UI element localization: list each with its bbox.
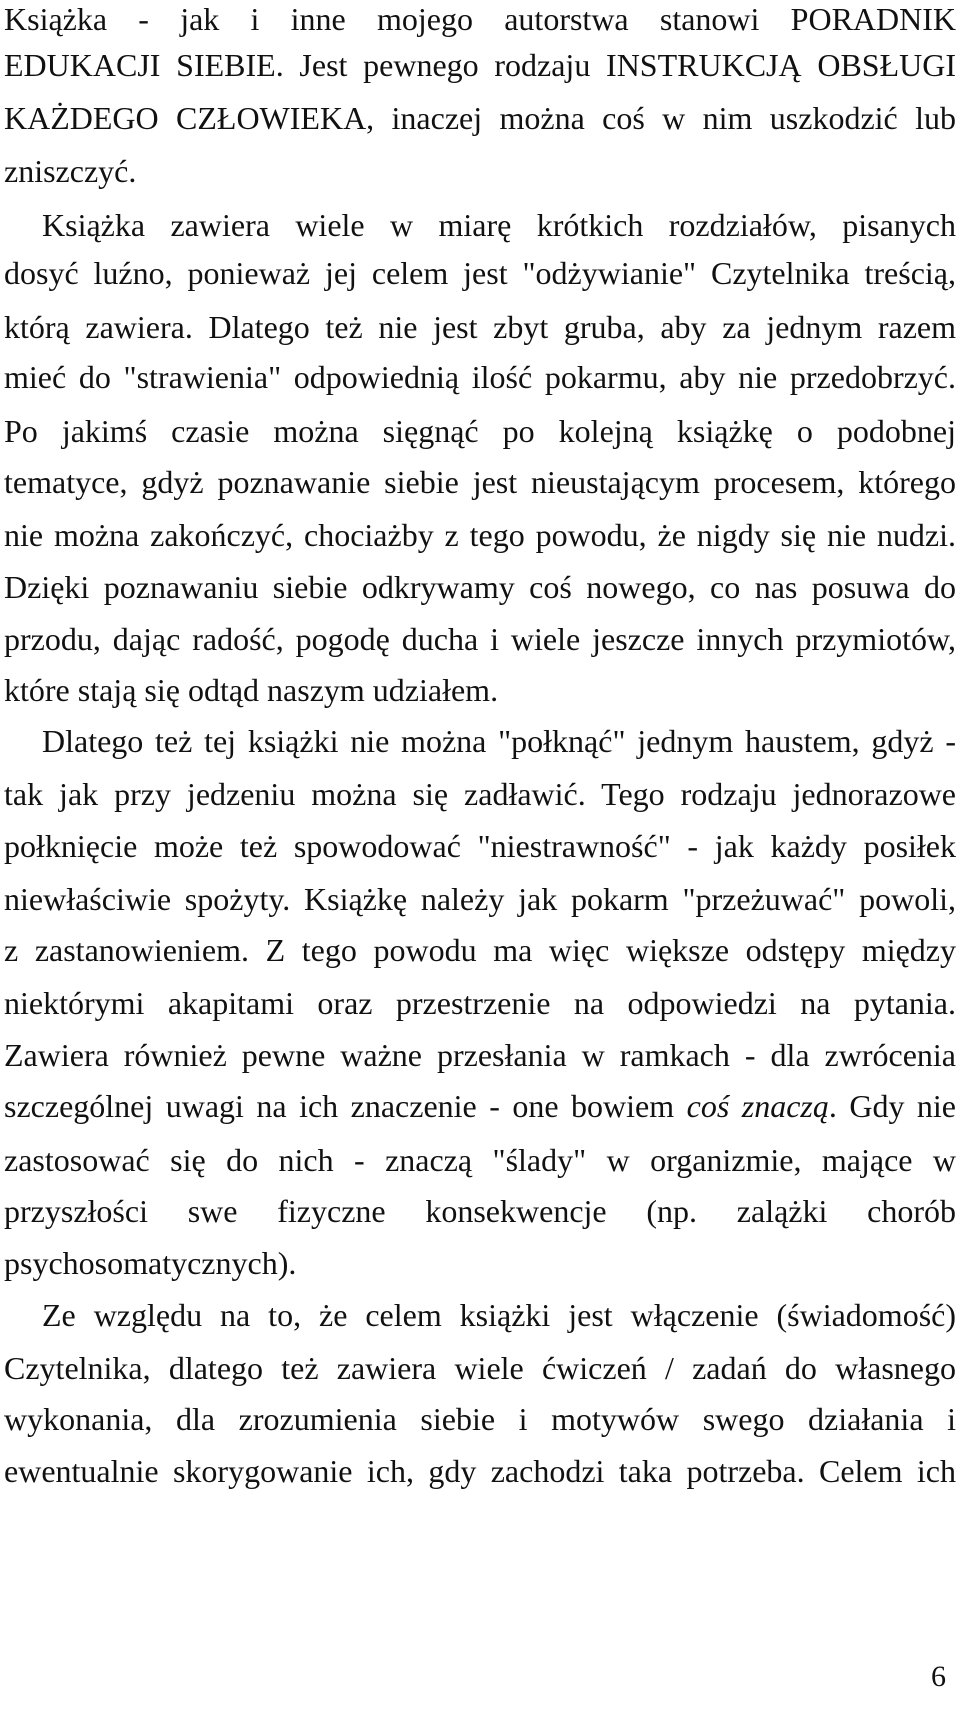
text-line: tak jak przy jedzeniu można się zadławić. Tego rodzaju jednorazowe [4, 776, 956, 812]
text-line: przyszłości swe fizyczne konsekwencje (np. zalążki chorób [4, 1193, 956, 1229]
text-line: Po jakimś czasie można sięgnąć po kolejną książkę o podobnej [4, 413, 956, 449]
text-line: Książka - jak i inne mojego autorstwa stanowi PORADNIK [4, 1, 956, 37]
text-line: psychosomatycznych). [4, 1245, 297, 1281]
text-line: ewentualnie skorygowanie ich, gdy zachodzi taka potrzeba. Celem ich [4, 1453, 956, 1489]
text-line: niewłaściwie spożyty. Książkę należy jak pokarm "przeżuwać" powoli, [4, 881, 956, 917]
text-line: wykonania, dla zrozumienia siebie i motywów swego działania i [4, 1401, 956, 1437]
text-line: dosyć luźno, ponieważ jej celem jest "odżywianie" Czytelnika treścią, [4, 255, 956, 291]
text-line: KAŻDEGO CZŁOWIEKA, inaczej można coś w nim uszkodzić lub [4, 100, 956, 136]
text-line: mieć do "strawienia" odpowiednią ilość pokarmu, aby nie przedobrzyć. [4, 359, 956, 395]
text-line: zastosować się do nich - znaczą "ślady" w organizmie, mające w [4, 1142, 956, 1178]
emphasized-text: coś znaczą [686, 1088, 829, 1124]
text-line: Czytelnika, dlatego też zawiera wiele ćwiczeń / zadań do własnego [4, 1350, 956, 1386]
text-line: z zastanowieniem. Z tego powodu ma więc większe odstępy między [4, 932, 956, 968]
text-line: połknięcie może też spowodować "niestrawność" - jak każdy posiłek [4, 828, 956, 864]
text-line: Dlatego też tej książki nie można "połknąć" jednym haustem, gdyż - [42, 723, 956, 759]
text-line: EDUKACJI SIEBIE. Jest pewnego rodzaju INSTRUKCJĄ OBSŁUGI [4, 47, 956, 83]
text-line: przodu, dając radość, pogodę ducha i wiele jeszcze innych przymiotów, [4, 621, 956, 657]
text-line: Ze względu na to, że celem książki jest włączenie (świadomość) [42, 1297, 956, 1333]
text-line: tematyce, gdyż poznawanie siebie jest nieustającym procesem, którego [4, 464, 956, 500]
text-run: szczególnej uwagi na ich znaczenie - one bowiem [4, 1088, 687, 1124]
text-line: Książka zawiera wiele w miarę krótkich rozdziałów, pisanych [42, 207, 956, 243]
text-line-with-emphasis [4, 1087, 956, 1125]
page-number: 6 [931, 1660, 946, 1693]
text-line: Zawiera również pewne ważne przesłania w ramkach - dla zwrócenia [4, 1037, 956, 1073]
text-line: Dzięki poznawaniu siebie odkrywamy coś nowego, co nas posuwa do [4, 569, 956, 605]
text-line: którą zawiera. Dlatego też nie jest zbyt gruba, aby za jednym razem [4, 309, 956, 345]
text-run: . Gdy nie [828, 1088, 956, 1124]
text-line: zniszczyć. [4, 153, 137, 189]
text-line: nie można zakończyć, chociażby z tego powodu, że nigdy się nie nudzi. [4, 517, 956, 553]
text-line: które stają się odtąd naszym udziałem. [4, 672, 499, 708]
text-line: niektórymi akapitami oraz przestrzenie na odpowiedzi na pytania. [4, 985, 956, 1021]
